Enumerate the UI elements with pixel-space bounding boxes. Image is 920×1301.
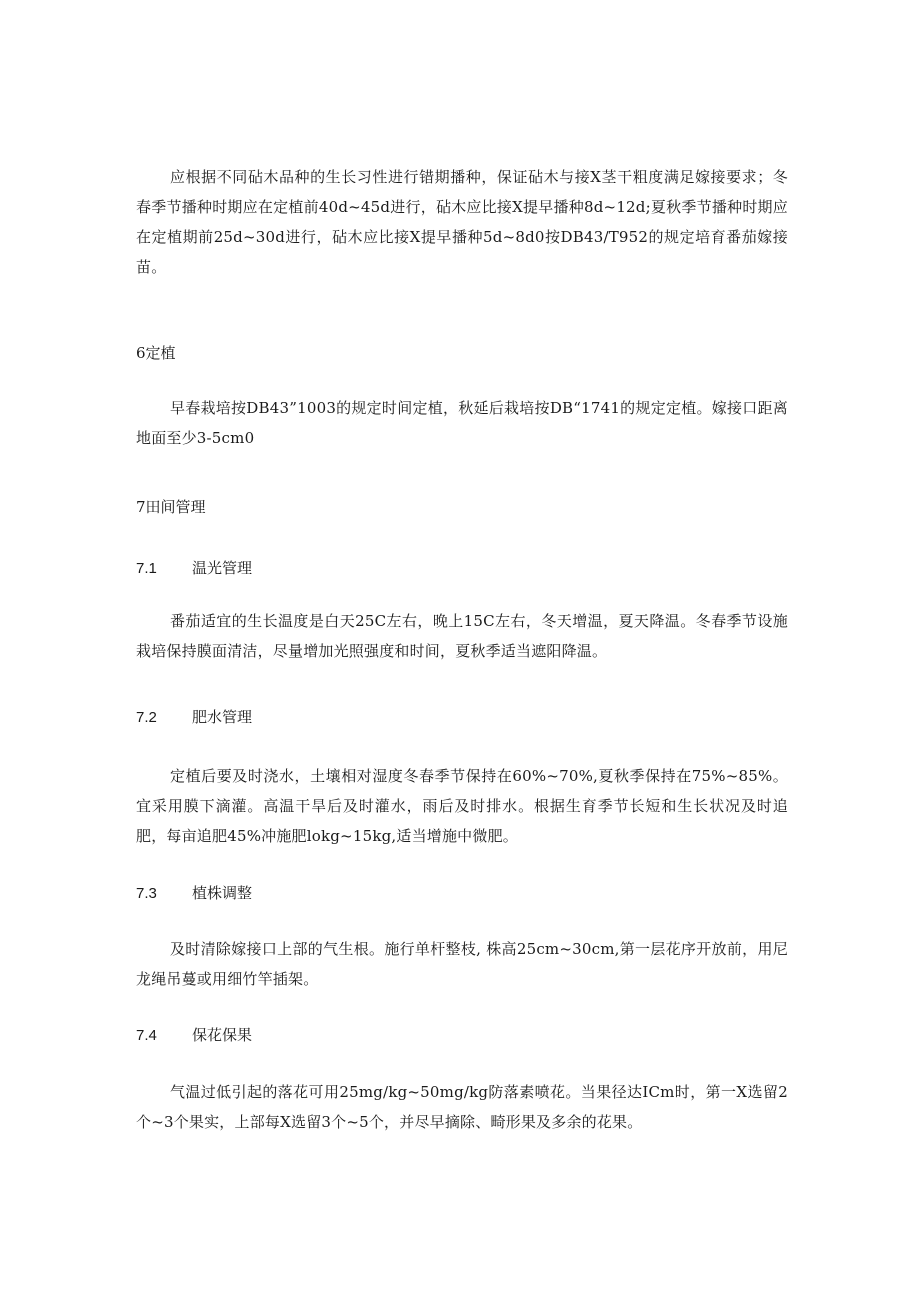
subsection-title: 肥水管理 [192,708,253,726]
subsection-7-3-heading [136,882,252,905]
subsection-7-2-heading [136,706,252,729]
paragraph-plant-adjustment: 及时清除嫁接口上部的气生根。施行单杆整枝, 株高25cm~30cm,第一层花序开放前，用尼龙绳吊蔓或用细竹竿插架。 [136,940,788,988]
section-6-heading: 6定植 [136,344,176,362]
subsection-number: 7.4 [136,1027,157,1044]
subsection-7-1-heading [136,557,252,580]
paragraph-planting: 早春栽培按DB43”1003的规定时间定植，秋延后栽培按DB“1741的规定定植。嫁接口距离地面至少3-5cm0 [136,399,788,447]
subsection-number: 7.1 [136,560,157,577]
paragraph-flower-fruit: 气温过低引起的落花可用25mg∕kg~50mg/kg防落素喷花。当果径达ICm时，第一X选留2个~3个果实，上部每X选留3个~5个，并尽早摘除、畸形果及多余的花果。 [136,1083,788,1131]
subsection-title: 温光管理 [192,559,253,577]
subsection-title: 保花保果 [192,1026,253,1044]
subsection-number: 7.3 [136,885,157,902]
subsection-number: 7.2 [136,709,157,726]
subsection-title: 植株调整 [192,884,253,902]
paragraph-graft-sowing: 应根据不同砧木品种的生长习性进行错期播种，保证砧木与接X茎干粗度满足嫁接要求；冬春季节播种时期应在定植前40d~45d进行，砧木应比接X提早播种8d~12d;夏秋季节播种时期应在定植期前25d~30d进行，砧木应比接X提早播种5d~8d0按DB43/T952的规定培育番茄嫁接苗。 [136,168,788,276]
section-7-heading: 7田间管理 [136,498,206,516]
paragraph-temperature-light: 番茄适宜的生长温度是白天25C左右，晚上15C左右，冬天增温，夏天降温。冬春季节设施栽培保持膜面清洁，尽量增加光照强度和时间，夏秋季适当遮阳降温。 [136,612,788,660]
subsection-7-4-heading [136,1024,252,1047]
paragraph-fertilizer-water: 定植后要及时浇水，土壤相对湿度冬春季节保持在60%~70%,夏秋季保持在75%~85%。宜采用膜下滴灌。高温干旱后及时灌水，雨后及时排水。根据生育季节长短和生长状况及时追肥，每亩追肥45%冲施肥lokg~15kg,适当增施中微肥。 [136,767,788,845]
